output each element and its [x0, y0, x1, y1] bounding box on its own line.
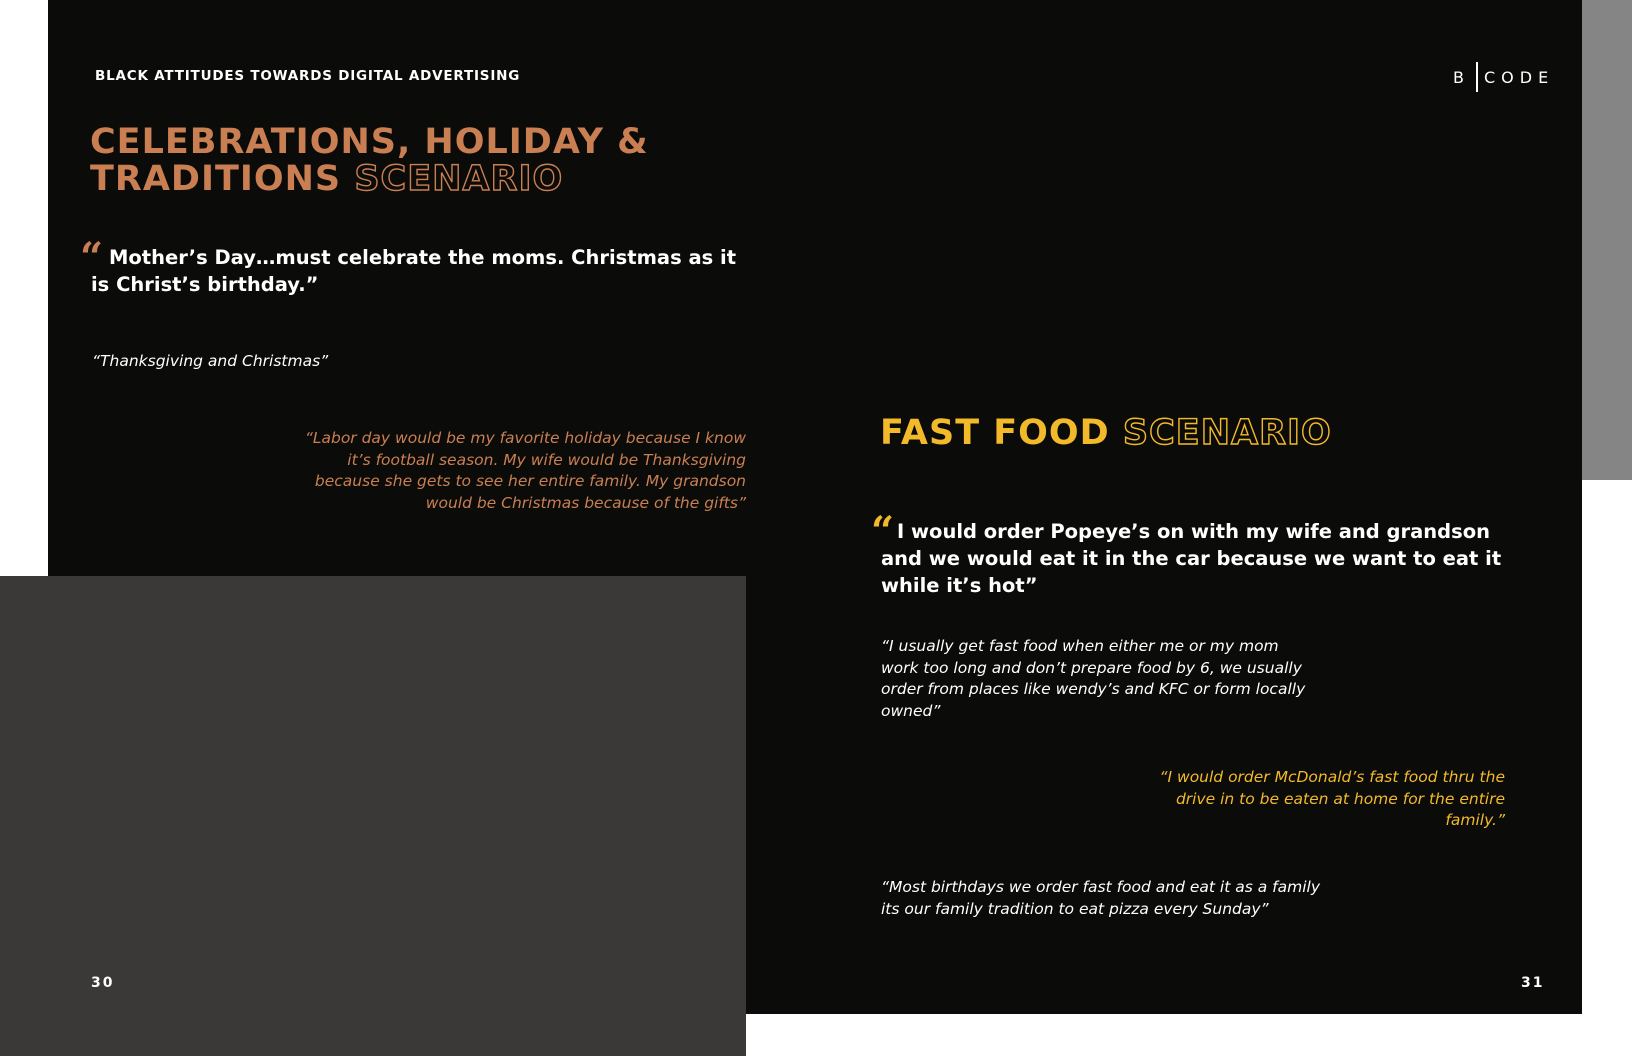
quote-mark-icon: “	[871, 508, 895, 555]
title-line-2: TRADITIONS	[90, 158, 342, 199]
quote-mark-icon: “	[80, 234, 104, 281]
lead-quote-fastfood: I would order Popeye’s on with my wife and grandson and we would eat it in the car because we want to eat it while it’s hot”	[881, 520, 1502, 597]
celebrations-section-title	[90, 124, 649, 198]
title-outline-word: SCENARIO	[354, 158, 564, 199]
document-title: BLACK ATTITUDES TOWARDS DIGITAL ADVERTISING	[95, 68, 521, 84]
quote-thanksgiving: “Thanksgiving and Christmas”	[92, 352, 329, 370]
quote-mcdonalds: “I would order McDonald’s fast food thru the drive in to be eaten at home for the entire family.”	[1159, 768, 1505, 829]
title-line-1: CELEBRATIONS, HOLIDAY &	[90, 122, 649, 162]
fastfood-title-outline: SCENARIO	[1122, 413, 1332, 453]
logo-letters-code: CODE	[1483, 67, 1555, 87]
fastfood-title-solid: FAST FOOD	[880, 413, 1110, 453]
quote-birthdays: “Most birthdays we order fast food and eat it as a family its our family tradition to eat pizza every Sunday”	[881, 878, 1320, 918]
lead-quote-celebrations: Mother’s Day…must celebrate the moms. Christmas as it is Christ’s birthday.”	[91, 246, 737, 296]
logo-divider	[1476, 62, 1478, 92]
quote-labor-day: “Labor day would be my favorite holiday because I know it’s football season. My wife would be Thanksgiving because she gets to see her entire family. My grandson would be Christmas because of the gifts”	[304, 429, 746, 512]
page-number-left: 30	[91, 975, 115, 991]
bcode-logo	[1453, 62, 1554, 92]
logo-letter-b: B	[1453, 67, 1470, 87]
page-number-right: 31	[1521, 975, 1545, 991]
side-gray-strip	[1582, 0, 1632, 480]
quote-fast-food-work: “I usually get fast food when either me or my mom work too long and don’t prepare food by 6, we usually order from places like wendy’s and KFC or form locally owned”	[881, 637, 1306, 720]
fastfood-section-title	[880, 415, 1332, 452]
